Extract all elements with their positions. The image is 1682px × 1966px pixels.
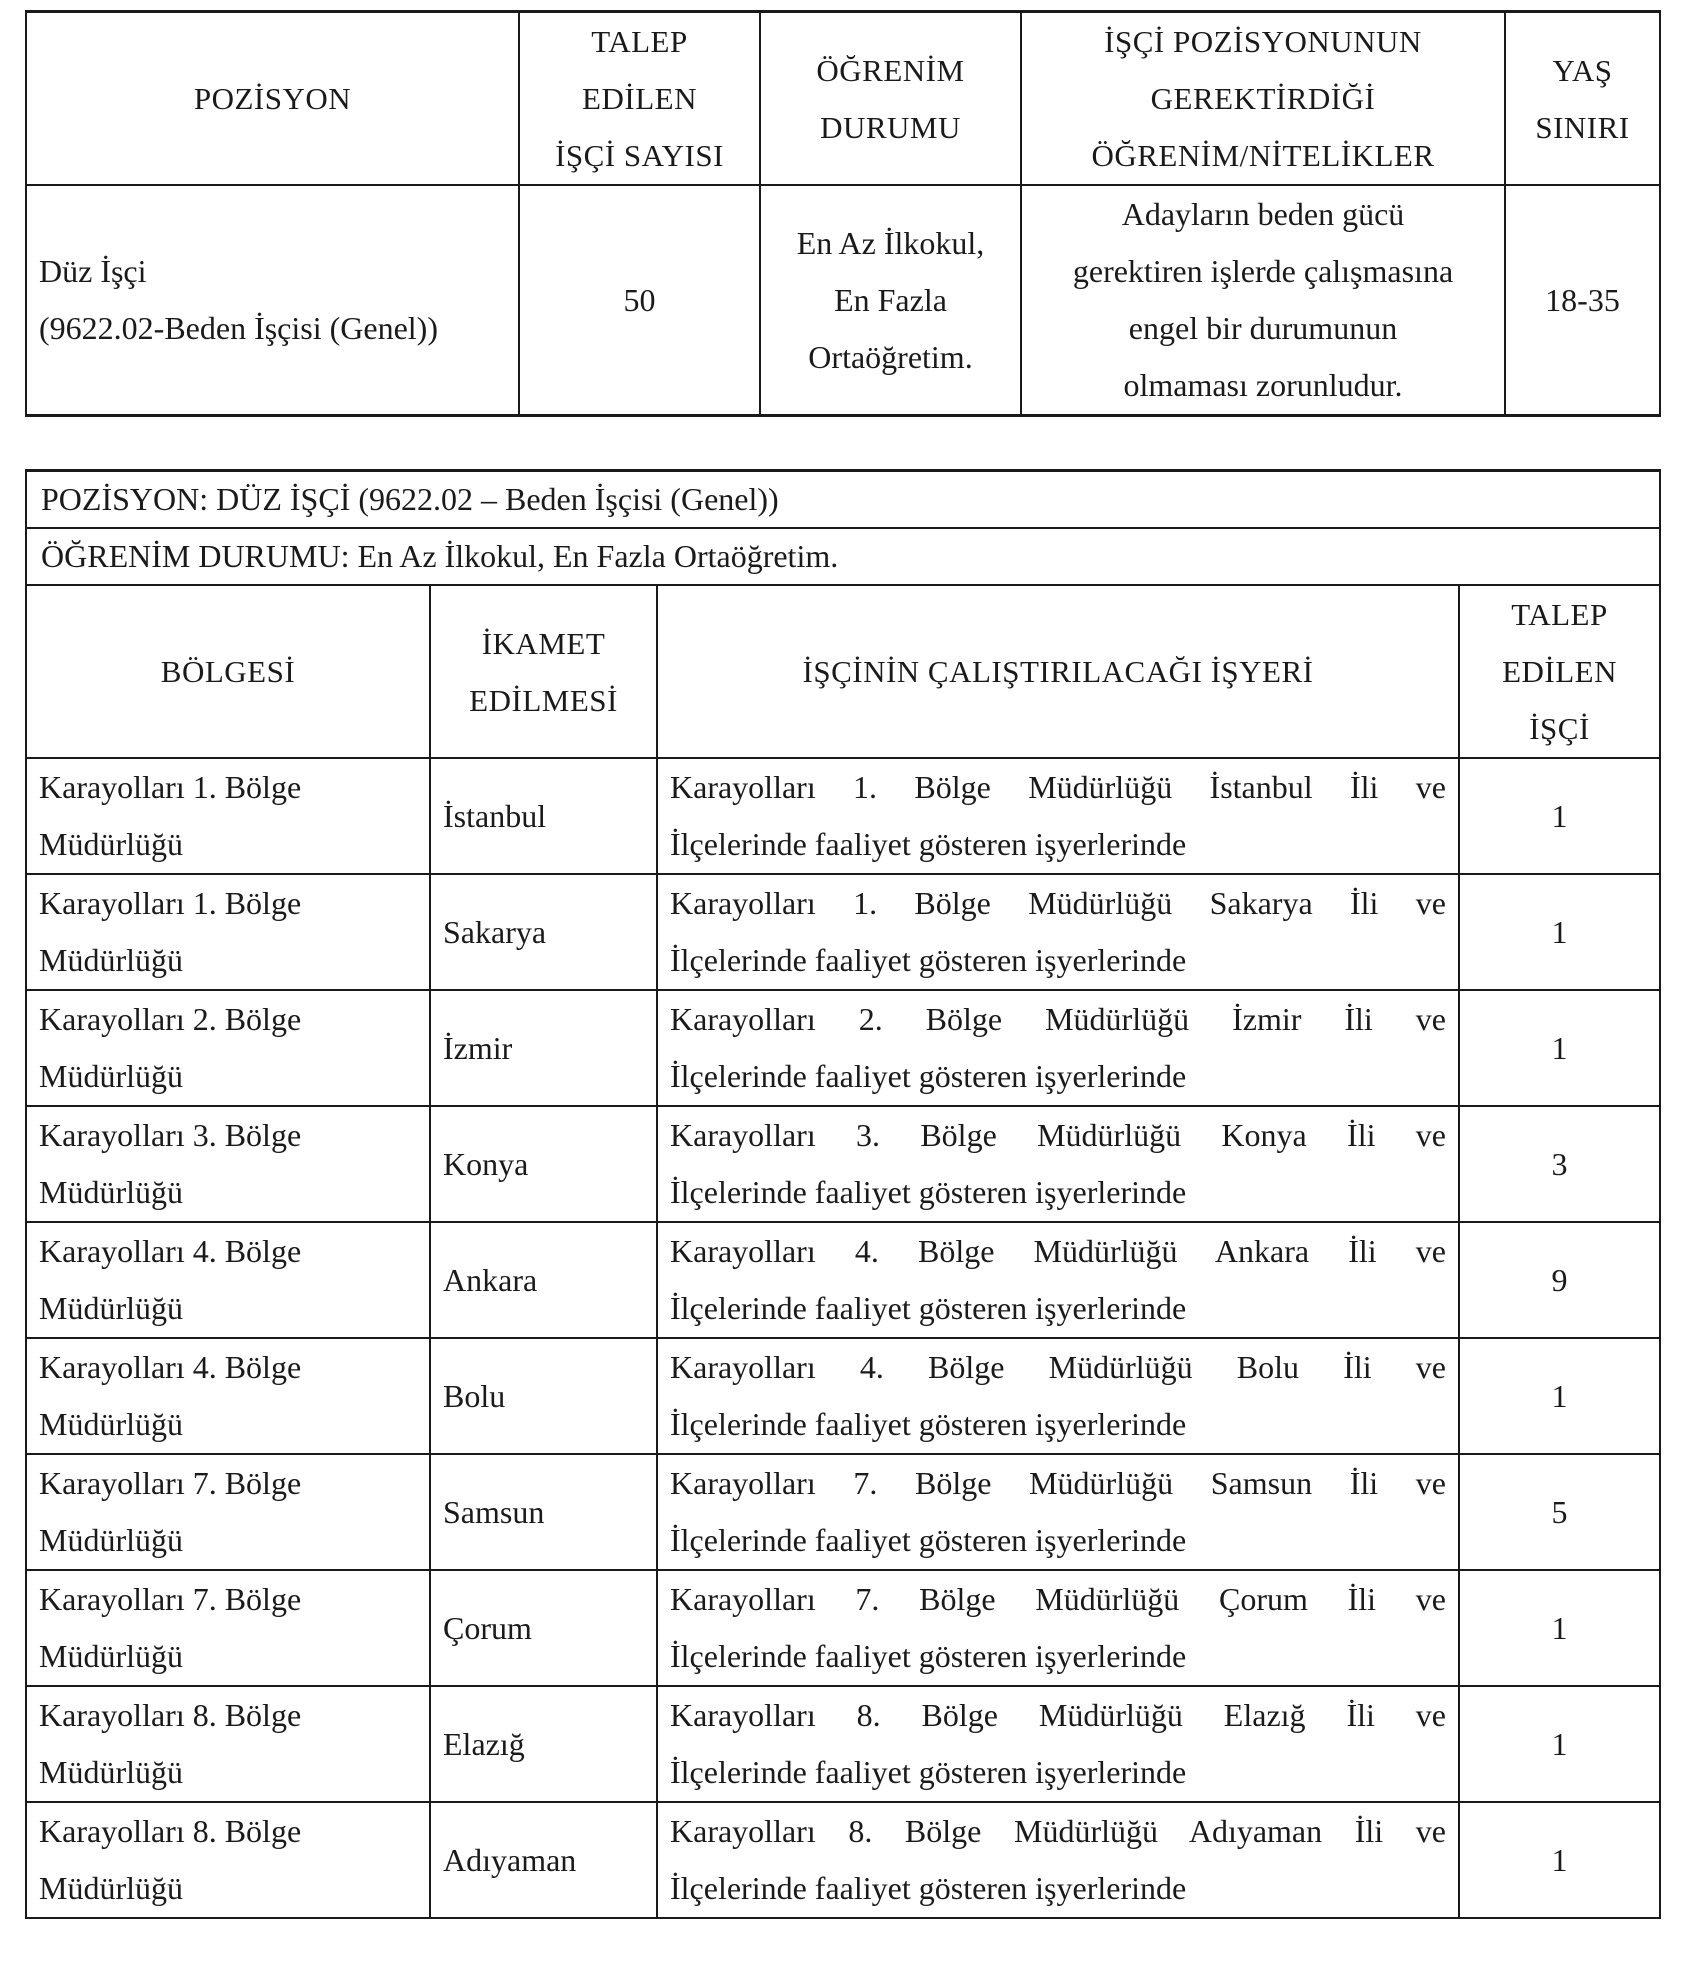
cell-talep: 9 [1459,1222,1660,1338]
cell-line: Karayolları 7. Bölge Müdürlüğü Samsun İli ve [670,1465,1446,1501]
cell-talep: 1 [1459,990,1660,1106]
cell-line: Karayolları 4. Bölge [39,1233,302,1269]
cell-talep: 5 [1459,1454,1660,1570]
cell-line: Karayolları 8. Bölge [39,1697,302,1733]
cell-ikamet: Adıyaman [430,1802,657,1918]
cell-line: Karayolları 7. Bölge Müdürlüğü Çorum İli ve [670,1581,1446,1617]
cell-pozisyon [26,185,519,416]
ogrenim-info-row [26,528,1660,585]
cell-line: İlçelerinde faaliyet gösteren işyerlerinde [670,1870,1187,1906]
cell-line: Müdürlüğü [39,1406,183,1442]
cell-line: İlçelerinde faaliyet gösteren işyerlerinde [670,1058,1187,1094]
workplace-distribution-table [25,469,1661,1919]
header-line: ÖĞRENİM [816,52,965,88]
header-line: İKAMET [481,625,606,661]
cell-line: En Fazla [834,281,947,318]
cell-ikamet: Elazığ [430,1686,657,1802]
header-line: GEREKTİRDİĞİ [1150,81,1376,116]
cell-bolge [26,990,430,1106]
distribution-rows [26,758,1660,1918]
cell-bolge [26,1222,430,1338]
cell-nitelikler [1021,185,1505,416]
cell-bolge [26,874,430,990]
cell-line: İlçelerinde faaliyet gösteren işyerlerinde [670,826,1187,862]
table-row [26,758,1660,874]
cell-talep: 1 [1459,874,1660,990]
cell-line: Müdürlüğü [39,1058,183,1094]
cell-ikamet: Samsun [430,1454,657,1570]
cell-line: Karayolları 1. Bölge [39,769,302,805]
cell-ikamet: Sakarya [430,874,657,990]
cell-talep: 1 [1459,1802,1660,1918]
cell-isyeri [657,874,1459,990]
header-pozisyon: POZİSYON [26,12,519,186]
cell-line: İlçelerinde faaliyet gösteren işyerlerinde [670,1522,1187,1558]
cell-ikamet: Çorum [430,1570,657,1686]
cell-bolge [26,1802,430,1918]
cell-isyeri [657,758,1459,874]
cell-ikamet: Konya [430,1106,657,1222]
header-line: İŞÇİ POZİSYONUNUN [1104,24,1422,59]
header-line: EDİLMESİ [469,682,618,718]
header-yas-siniri [1505,12,1660,186]
cell-line: İlçelerinde faaliyet gösteren işyerlerinde [670,1174,1187,1210]
cell-talep: 1 [1459,1686,1660,1802]
table-row [26,1106,1660,1222]
cell-line: İlçelerinde faaliyet gösteren işyerlerinde [670,1406,1187,1442]
cell-line: İlçelerinde faaliyet gösteren işyerlerinde [670,1638,1187,1674]
cell-isyeri [657,1222,1459,1338]
header-line: DURUMU [820,109,961,145]
cell-bolge [26,758,430,874]
cell-line: Karayolları 8. Bölge Müdürlüğü Elazığ İli ve [670,1697,1446,1733]
cell-line: İlçelerinde faaliyet gösteren işyerlerinde [670,1290,1187,1326]
table-row [26,874,1660,990]
pozisyon-info-row [26,471,1660,529]
cell-line: En Az İlkokul, [796,224,985,261]
cell-line: Ortaöğretim. [808,338,973,375]
cell-line: Karayolları 4. Bölge Müdürlüğü Ankara İli ve [670,1233,1446,1269]
cell-ikamet: İzmir [430,990,657,1106]
cell-line: Karayolları 1. Bölge Müdürlüğü Sakarya İli ve [670,885,1446,921]
cell-line: Müdürlüğü [39,1870,183,1906]
header-line: İŞÇİ SAYISI [555,138,724,173]
cell-line: Müdürlüğü [39,1638,183,1674]
cell-line: Karayolları 3. Bölge Müdürlüğü Konya İli ve [670,1117,1446,1153]
cell-line: Müdürlüğü [39,1290,183,1326]
cell-line: İlçelerinde faaliyet gösteren işyerlerinde [670,1754,1187,1790]
header-line: YAŞ [1552,52,1613,88]
table-row [26,1222,1660,1338]
header-ogrenim-durumu [760,12,1021,186]
header-line: SINIRI [1535,109,1630,145]
position-summary-table [25,10,1661,417]
cell-ikamet: Bolu [430,1338,657,1454]
header-bolgesi: BÖLGESİ [26,585,430,758]
cell-isyeri [657,1570,1459,1686]
ogrenim-info: ÖĞRENİM DURUMU: En Az İlkokul, En Fazla Ortaöğretim. [26,528,1660,585]
position-summary-row [26,185,1660,416]
cell-line: Karayolları 8. Bölge Müdürlüğü Adıyaman İli ve [670,1813,1446,1849]
header-isyeri: İŞÇİNİN ÇALIŞTIRILACAĞI İŞYERİ [657,585,1459,758]
table-row [26,1570,1660,1686]
cell-talep: 1 [1459,758,1660,874]
cell-isyeri [657,1454,1459,1570]
cell-ikamet: Ankara [430,1222,657,1338]
header-line: ÖĞRENİM/NİTELİKLER [1091,138,1435,173]
cell-bolge [26,1338,430,1454]
header-line: EDİLEN [1502,654,1617,689]
cell-line: Düz İşçi [39,253,147,289]
cell-bolge [26,1454,430,1570]
cell-talep: 3 [1459,1106,1660,1222]
header-line: İŞÇİ [1529,711,1590,746]
cell-line: Karayolları 1. Bölge [39,885,302,921]
cell-line: olmaması zorunludur. [1123,367,1403,403]
cell-bolge [26,1106,430,1222]
table-row [26,1338,1660,1454]
cell-isyeri [657,1338,1459,1454]
table-row [26,990,1660,1106]
table-row [26,1802,1660,1918]
cell-isyeri [657,1686,1459,1802]
cell-line: Karayolları 1. Bölge Müdürlüğü İstanbul İli ve [670,769,1446,805]
cell-line: Müdürlüğü [39,942,183,978]
table-row [26,1686,1660,1802]
header-ikamet-edilmesi [430,585,657,758]
position-summary-header-row [26,12,1660,186]
cell-isyeri [657,1802,1459,1918]
cell-line: Karayolları 4. Bölge [39,1349,302,1385]
cell-ikamet: İstanbul [430,758,657,874]
cell-talep: 1 [1459,1338,1660,1454]
header-nitelikler [1021,12,1505,186]
cell-isyeri [657,990,1459,1106]
cell-line: Karayolları 8. Bölge [39,1813,302,1849]
cell-bolge [26,1570,430,1686]
cell-line: Müdürlüğü [39,1174,183,1210]
cell-talep: 1 [1459,1570,1660,1686]
cell-line: Karayolları 2. Bölge Müdürlüğü İzmir İli ve [670,1001,1446,1037]
cell-line: İlçelerinde faaliyet gösteren işyerlerinde [670,942,1187,978]
header-line: EDİLEN [582,81,697,116]
cell-yas: 18-35 [1505,185,1660,416]
cell-line: Müdürlüğü [39,826,183,862]
header-line: TALEP [1511,597,1608,632]
cell-line: Karayolları 2. Bölge [39,1001,302,1037]
pozisyon-info: POZİSYON: DÜZ İŞÇİ (9622.02 – Beden İşçisi (Genel)) [26,471,1660,529]
cell-line: engel bir durumunun [1128,310,1398,346]
cell-talep: 50 [519,185,760,416]
cell-line: Karayolları 7. Bölge [39,1581,302,1617]
cell-line: gerektiren işlerde çalışmasına [1072,253,1454,289]
cell-line: Müdürlüğü [39,1522,183,1558]
cell-ogrenim [760,185,1021,416]
distribution-header-row [26,585,1660,758]
cell-line: Karayolları 3. Bölge [39,1117,302,1153]
cell-line: (9622.02-Beden İşçisi (Genel)) [39,310,438,346]
cell-line: Karayolları 4. Bölge Müdürlüğü Bolu İli ve [670,1349,1446,1385]
cell-line: Müdürlüğü [39,1754,183,1790]
header-line: TALEP [591,24,688,59]
header-talep-edilen-isci [1459,585,1660,758]
cell-line: Karayolları 7. Bölge [39,1465,302,1501]
cell-line: Adayların beden gücü [1121,196,1405,232]
cell-bolge [26,1686,430,1802]
table-row [26,1454,1660,1570]
header-talep-edilen-isci-sayisi [519,12,760,186]
cell-isyeri [657,1106,1459,1222]
